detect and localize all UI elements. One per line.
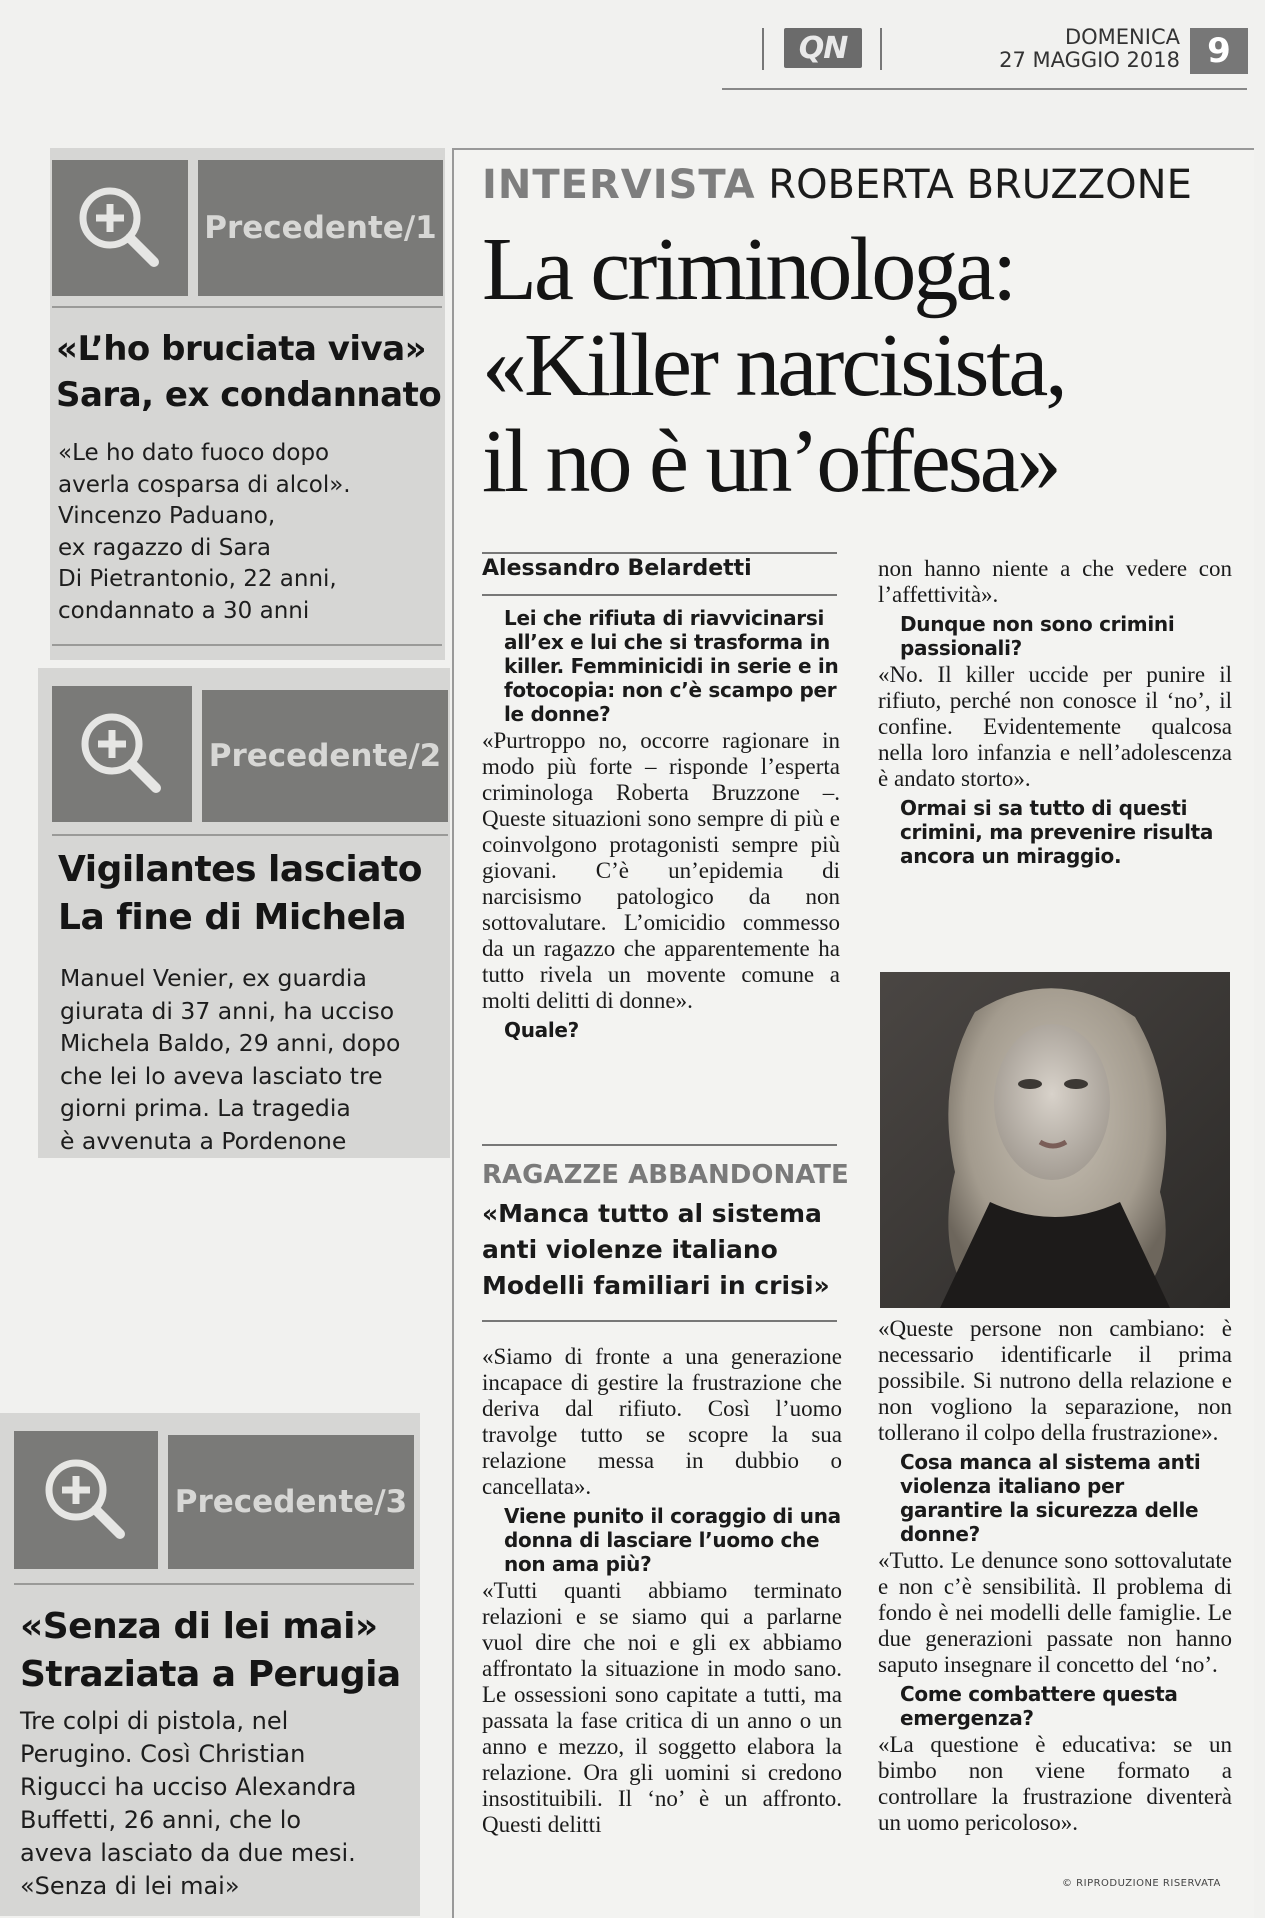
article-column-2-top	[878, 556, 1232, 870]
kicker-label: INTERVISTA	[482, 162, 756, 208]
question-4: Dunque non sono crimini passionali?	[900, 612, 1175, 660]
case-3-summary: Tre colpi di pistola, nel Perugino. Così Christian Rigucci ha ucciso Alexandra Buffetti, 26 anni, che lo aveva lasciato da due mesi. «Senza di lei mai»	[20, 1707, 357, 1900]
zoom-plus-icon[interactable]	[52, 160, 188, 296]
separator	[52, 644, 442, 646]
question-2: Quale?	[504, 1018, 579, 1042]
portrait-photo-icon	[880, 972, 1230, 1308]
previous-case-box-2	[38, 668, 450, 1158]
sub-kicker: RAGAZZE ABBANDONATE	[482, 1160, 849, 1190]
case-2-title: Vigilantes lasciato La fine di Michela	[58, 849, 422, 938]
question-5: Ormai si sa tutto di questi crimini, ma prevenire risulta ancora un miraggio.	[900, 796, 1214, 868]
issue-day: DOMENICA	[1064, 25, 1180, 49]
section-rule	[482, 1144, 837, 1146]
question-1: Lei che rifiuta di riavvicinarsi all’ex e lui che si trasforma in killer. Femminicidi in serie e in fotocopia: non c’è scampo per le donne?	[504, 606, 839, 726]
answer-1-continued: non hanno niente a che vedere con l’affettività».	[878, 556, 1232, 607]
answer-7: «La questione è educativa: se un bimbo non viene formato a controllare la frustrazione diventerà un uomo pericoloso».	[878, 1732, 1232, 1835]
issue-date	[960, 26, 1180, 72]
kicker-name: ROBERTA BRUZZONE	[768, 162, 1192, 208]
previous-case-box-1	[50, 148, 445, 660]
answer-5: «Queste persone non cambiano: è necessario identificarle il prima possibile. Si nutrono della relazione e non vogliono la separazione, non tollerano il colpo della frustrazione».	[878, 1316, 1232, 1445]
separator	[52, 306, 442, 308]
article-column-2-bottom	[878, 1316, 1232, 1836]
page-number: 9	[1190, 28, 1248, 74]
answer-2: «Siamo di fronte a una generazione incapace di gestire la frustrazione che deriva dal rifiuto. Così l’uomo travolge tutto se scopre la sua relazione messa in dubbio o cancellata».	[482, 1344, 842, 1499]
case-2-summary: Manuel Venier, ex guardia giurata di 37 anni, ha ucciso Michela Baldo, 29 anni, dopo che lei lo aveva lasciato tre giorni prima. La tragedia è avvenuta a Pordenone	[60, 964, 401, 1155]
byline-rule	[482, 594, 837, 596]
case-1-summary: «Le ho dato fuoco dopo averla cosparsa di alcol». Vincenzo Paduano, ex ragazzo di Sara Di Pietrantonio, 22 anni, condannato a 30 anni	[58, 440, 351, 624]
answer-1: «Purtroppo no, occorre ragionare in modo più forte – risponde l’esperta criminologa Roberta Bruzzone –. Queste situazioni sono sempre di più e coinvolgono protagonisti sempre più giovani. C’è un’epidemia di narcisismo patologico da non sottovalutare. L’omicidio commesso da un ragazzo che apparentemente ha tutto rivela un movente comune a molti delitti di donne».	[482, 728, 840, 1013]
article-column-1-bottom	[482, 1344, 842, 1838]
answer-4: «No. Il killer uccide per punire il rifiuto, perché non conosce il ‘no’, il confine. Evidentemente qualcosa nella loro infanzia e nell’adolescenza è andato storto».	[878, 662, 1232, 791]
header-rule	[722, 88, 1247, 90]
newspaper-logo: QN	[784, 28, 862, 68]
answer-6: «Tutto. Le denunce sono sottovalutate e non c’è sensibilità. Il problema di fondo è nei modelli delle famiglie. Le due generazioni passate non hanno saputo insegnare il concetto del ‘no’.	[878, 1548, 1232, 1677]
previous-1-label[interactable]: Precedente/1	[198, 160, 443, 296]
separator	[52, 834, 448, 836]
case-3-title: «Senza di lei mai» Straziata a Perugia	[20, 1606, 401, 1695]
header-divider	[762, 28, 764, 70]
article-byline: Alessandro Belardetti	[482, 556, 752, 581]
section-rule	[482, 1320, 837, 1322]
issue-full-date: 27 MAGGIO 2018	[999, 48, 1180, 72]
previous-3-label[interactable]: Precedente/3	[168, 1435, 414, 1569]
article-column-1-top	[482, 602, 840, 1044]
sub-headline: «Manca tutto al sistema anti violenze italiano Modelli familiari in crisi»	[482, 1199, 830, 1300]
article-kicker	[482, 162, 1192, 208]
separator	[14, 1583, 414, 1585]
question-6: Cosa manca al sistema anti violenza italiano per garantire la sicurezza delle donne?	[900, 1450, 1201, 1546]
byline-rule	[482, 552, 837, 554]
header-divider	[880, 28, 882, 70]
previous-case-box-3	[0, 1413, 420, 1916]
question-3: Viene punito il coraggio di una donna di lasciare l’uomo che non ama più?	[504, 1504, 841, 1576]
copyright-notice: © RIPRODUZIONE RISERVATA	[1062, 1878, 1221, 1889]
roberta-bruzzone-photo	[880, 972, 1230, 1308]
case-1-title: «L’ho bruciata viva» Sara, ex condannato	[56, 329, 442, 415]
previous-2-label[interactable]: Precedente/2	[202, 690, 448, 822]
question-7: Come combattere questa emergenza?	[900, 1682, 1178, 1730]
zoom-plus-icon[interactable]	[14, 1431, 158, 1569]
answer-3: «Tutti quanti abbiamo terminato relazioni e se siamo qui a parlarne vuol dire che noi e gli ex abbiamo affrontato la situazione in modo sano. Le ossessioni sono capitate a tutti, ma passata la fase critica di un anno o un anno e mezzo, il soggetto elabora la relazione. Ora gli uomini si credono insostituibili. Il ‘no’ è un affronto. Questi delitti	[482, 1578, 842, 1837]
article-headline: La criminologa: «Killer narcisista, il no è un’offesa»	[482, 220, 1065, 511]
zoom-plus-icon[interactable]	[52, 686, 192, 822]
